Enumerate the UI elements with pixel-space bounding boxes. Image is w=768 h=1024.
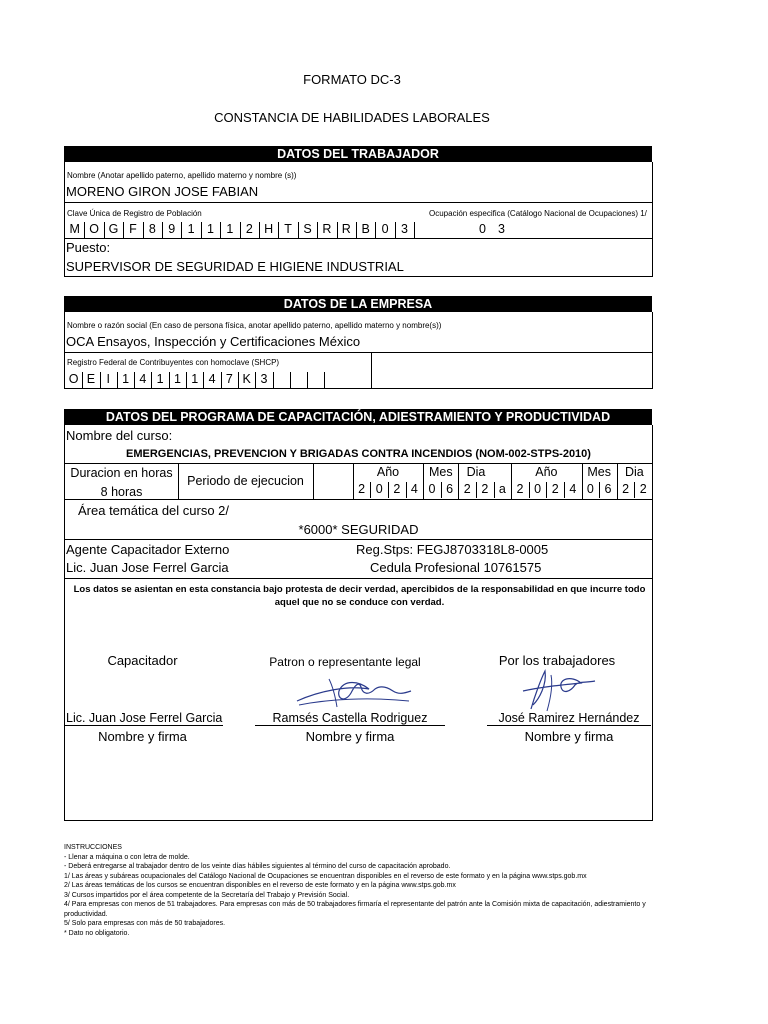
rfc-char: E <box>82 372 100 388</box>
patron-title: Patron o representante legal <box>269 655 421 669</box>
rfc-label: Registro Federal de Contribuyentes con homoclave (SHCP) <box>67 358 280 367</box>
end-day-digit: 2 <box>617 482 636 498</box>
declaration-text: Los datos se asientan en esta constancia bajo protesta de decir verdad, apercibidos de la responsabilidad en que incurre todo aquel que no se conduce con verdad. <box>73 584 646 608</box>
curp-char: 3 <box>395 222 415 238</box>
programa-box <box>64 425 653 821</box>
instruction-line: 1/ Las áreas y subáreas ocupacionales del Catálogo Nacional de Ocupaciones se encuentran disponibles en el reverso de este formato y en la página www.stps.gob.mx <box>64 872 587 880</box>
cedula-value: Cedula Profesional 10761575 <box>370 560 542 575</box>
start-month-header: Mes <box>428 465 453 479</box>
rfc-char: K <box>238 372 256 388</box>
ocupacion-char: 0 <box>479 222 486 236</box>
instruction-line: - Llenar a máquina o con letra de molde. <box>64 853 190 861</box>
area-label: Área temática del curso 2/ <box>78 503 230 518</box>
start-year-digit: 2 <box>353 482 372 498</box>
instruction-line: 5/ Solo para empresas con más de 50 trabajadores. <box>64 920 226 927</box>
company-name-value: OCA Ensayos, Inspección y Certificaciones México <box>66 334 361 349</box>
start-month-digit: 6 <box>441 482 460 498</box>
patron-name: Ramsés Castella Rodriguez <box>272 711 428 725</box>
capacitador-nombre-firma: Nombre y firma <box>98 729 187 744</box>
agente-name: Lic. Juan Jose Ferrel Garcia <box>66 560 229 575</box>
end-year-digit: 0 <box>529 482 548 498</box>
trabajadores-signature <box>511 665 601 713</box>
patron-signature <box>289 671 419 711</box>
curp-char: R <box>337 222 357 238</box>
date-separator: a <box>498 482 506 496</box>
course-label: Nombre del curso: <box>66 428 173 443</box>
patron-nombre-firma: Nombre y firma <box>305 729 395 744</box>
instruction-line: 2/ Las áreas temáticas de los cursos se encuentran disponibles en el reverso de este formato y en la página www.stps.gob.mx <box>64 882 456 889</box>
puesto-value: SUPERVISOR DE SEGURIDAD E HIGIENE INDUSTRIAL <box>66 259 404 274</box>
rfc-char: 1 <box>152 372 170 388</box>
end-year-digit: 4 <box>564 482 583 498</box>
end-month-digit: 6 <box>599 482 618 498</box>
trabajador-box <box>64 162 653 277</box>
worker-name-label: Nombre (Anotar apellido paterno, apellido materno y nombre (s)) <box>67 171 297 180</box>
start-day-digit: 2 <box>458 482 477 498</box>
end-day-header: Dia <box>625 465 644 479</box>
rfc-char: 1 <box>186 372 204 388</box>
ocupacion-label: Ocupación especifica (Catálogo Nacional de Ocupaciones) 1/ <box>429 209 647 218</box>
start-year-header: Año <box>376 465 400 479</box>
period-label: Periodo de ejecucion <box>187 474 304 488</box>
instruction-line: 4/ Para empresas con menos de 51 trabajadores. Para empresas con más de 50 trabajadores firmaría el representante del patrón ante la Comisión mixta de capacitación, adiestramiento y productividad. <box>64 901 646 918</box>
trabajadores-title: Por los trabajadores <box>498 653 616 668</box>
duration-value: 8 horas <box>100 485 143 499</box>
ocupacion-char: 3 <box>498 222 505 236</box>
duration-label: Duracion en horas <box>70 466 173 480</box>
puesto-label: Puesto: <box>66 240 111 255</box>
instructions-block <box>64 843 664 938</box>
rfc-char: 4 <box>203 372 221 388</box>
capacitador-title: Capacitador <box>107 653 178 668</box>
format-label: FORMATO DC-3 <box>303 72 401 87</box>
curp-field <box>65 220 415 238</box>
area-value: *6000* SEGURIDAD <box>298 522 419 537</box>
end-month-digit: 0 <box>582 482 601 498</box>
curp-char: R <box>317 222 337 238</box>
curp-char: 1 <box>201 222 221 238</box>
agente-label: Agente Capacitador Externo <box>66 542 230 557</box>
end-day-digit: 2 <box>639 482 647 496</box>
rfc-char: I <box>100 372 118 388</box>
section-title-programa: DATOS DEL PROGRAMA DE CAPACITACIÓN, ADIESTRAMIENTO Y PRODUCTIVIDAD <box>64 409 652 425</box>
capacitador-name: Lic. Juan Jose Ferrel Garcia <box>66 711 223 725</box>
section-title-trabajador: DATOS DEL TRABAJADOR <box>64 146 652 162</box>
curp-char: 9 <box>162 222 182 238</box>
rfc-char: O <box>65 372 83 388</box>
curp-char: 8 <box>143 222 163 238</box>
curp-char: 0 <box>375 222 395 238</box>
rfc-field <box>65 370 365 388</box>
curp-char: F <box>123 222 143 238</box>
start-year-digit: 0 <box>370 482 389 498</box>
rfc-char <box>290 372 308 388</box>
regstps-value: Reg.Stps: FEGJ8703318L8-0005 <box>356 542 549 557</box>
rfc-char: 1 <box>169 372 187 388</box>
curp-char: B <box>356 222 376 238</box>
curp-char: H <box>259 222 279 238</box>
document-title: CONSTANCIA DE HABILIDADES LABORALES <box>214 110 490 125</box>
instruction-line: * Dato no obligatorio. <box>64 929 130 937</box>
curp-char: 1 <box>220 222 240 238</box>
instruction-line: 3/ Cursos impartidos por el área competente de la Secretaría del Trabajo y Previsión Social. <box>64 891 350 899</box>
rfc-char: 4 <box>134 372 152 388</box>
trabajadores-nombre-firma: Nombre y firma <box>524 729 614 744</box>
start-day-digit: 2 <box>476 482 495 498</box>
curp-char: T <box>278 222 298 238</box>
section-title-empresa: DATOS DE LA EMPRESA <box>64 296 652 312</box>
curp-char: S <box>298 222 318 238</box>
curp-char: 2 <box>240 222 260 238</box>
curp-char: M <box>65 222 85 238</box>
worker-name-value: MORENO GIRON JOSE FABIAN <box>66 184 259 199</box>
curp-char: O <box>84 222 104 238</box>
curp-label: Clave Única de Registro de Población <box>67 209 202 218</box>
instructions-title: INSTRUCCIONES <box>64 844 122 851</box>
start-year-digit: 2 <box>388 482 407 498</box>
curp-char: G <box>104 222 124 238</box>
course-value: EMERGENCIAS, PREVENCION Y BRIGADAS CONTRA INCENDIOS (NOM-002-STPS-2010) <box>126 448 591 460</box>
rfc-char <box>273 372 291 388</box>
curp-char: 1 <box>181 222 201 238</box>
end-year-header: Año <box>535 465 558 479</box>
empresa-box <box>64 312 653 389</box>
instruction-line: - Deberá entregarse al trabajador dentro de los veinte días hábiles siguientes al término del curso de capacitación aprobado. <box>64 863 451 870</box>
period-dates <box>313 463 652 499</box>
ocupacion-field <box>473 220 513 238</box>
start-year-digit: 4 <box>406 482 425 498</box>
company-name-label: Nombre o razón social (En caso de persona física, anotar apellido paterno, apellido materno y nombre(s)) <box>67 321 442 330</box>
end-month-header: Mes <box>587 465 611 479</box>
rfc-char: 7 <box>221 372 239 388</box>
start-day-header: Dia <box>466 465 486 479</box>
rfc-char: 1 <box>117 372 135 388</box>
rfc-char <box>307 372 325 388</box>
trabajadores-name: José Ramirez Hernández <box>498 711 640 725</box>
end-year-digit: 2 <box>511 482 530 498</box>
end-year-digit: 2 <box>546 482 565 498</box>
rfc-char: 3 <box>255 372 273 388</box>
start-month-digit: 0 <box>423 482 442 498</box>
